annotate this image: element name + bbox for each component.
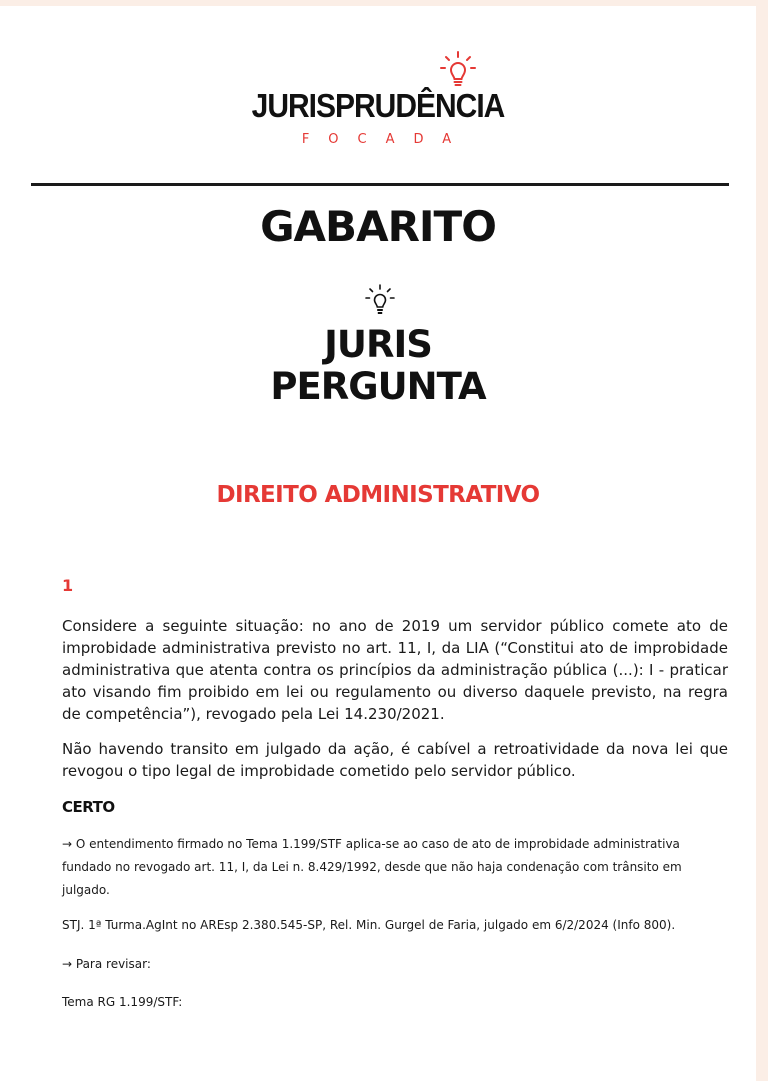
section-title-line2: PERGUNTA	[270, 365, 486, 408]
document-page	[0, 6, 756, 1081]
answer-label: CERTO	[62, 798, 115, 816]
page-title: GABARITO	[260, 202, 496, 251]
divider	[31, 183, 729, 186]
subject-heading: DIREITO ADMINISTRATIVO	[216, 482, 540, 508]
logo	[0, 6, 756, 166]
logo-title: JURISPRUDÊNCIA	[251, 87, 505, 125]
lightbulb-icon	[364, 284, 396, 320]
answer-explanation: → O entendimento firmado no Tema 1.199/STF aplica-se ao caso de ato de improbidade administrativa fundado no revogado art. 11, I, da Lei n. 8.429/1992, desde que não haja condenação com trânsito em julgado.	[62, 837, 682, 897]
review-note: → Para revisar:	[62, 957, 151, 971]
question-paragraph: Considere a seguinte situação: no ano de 2019 um servidor público comete ato de improbidade administrativa previsto no art. 11, I, da LIA (“Constitui ato de improbidade administrativa que atenta contra os princípios da administração pública (...): I - praticar ato visando fim proibido em lei ou regulamento ou diverso daquele previsto, na regra de competência”), revogado pela Lei 14.230/2021.	[62, 617, 728, 723]
question-statement: Não havendo transito em julgado da ação, é cabível a retroatividade da nova lei que revogou o tipo legal de improbidade cometido pelo servidor público.	[62, 740, 728, 780]
question-number: 1	[62, 576, 74, 595]
logo-subtitle: FOCADA	[301, 132, 471, 147]
theme-reference: Tema RG 1.199/STF:	[62, 995, 183, 1009]
section-title-line1: JURIS	[324, 323, 432, 366]
section-title	[0, 324, 756, 408]
citation: STJ. 1ª Turma.AgInt no AREsp 2.380.545-SP, Rel. Min. Gurgel de Faria, julgado em 6/2/2024 (Info 800).	[62, 918, 676, 932]
